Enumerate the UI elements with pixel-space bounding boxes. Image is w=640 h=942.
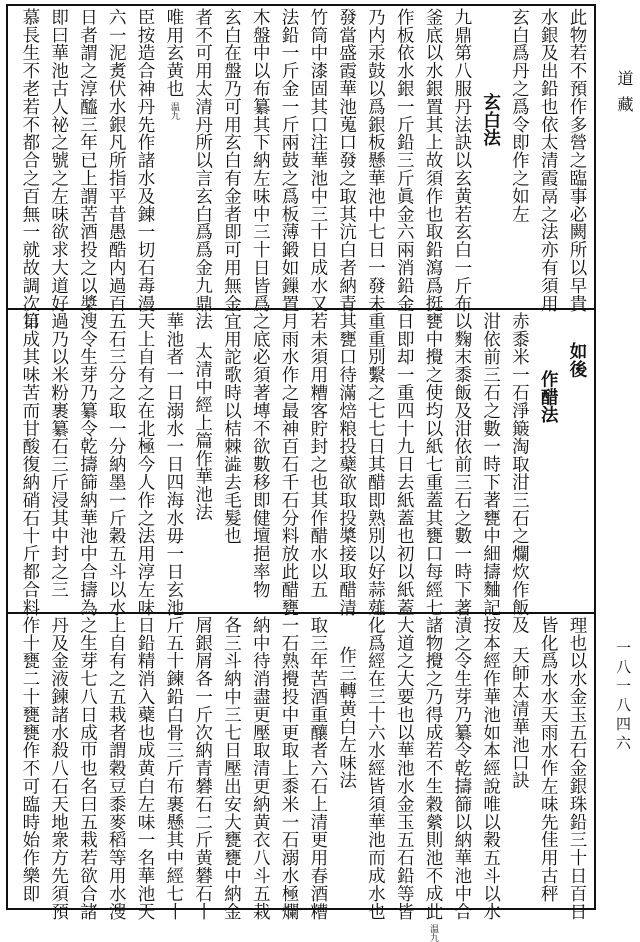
text-column [505, 616, 532, 908]
column-text: 乃内汞鼓以爲銀板懸華池中七日一發未 [365, 8, 386, 313]
column-text: 如後 [567, 342, 587, 378]
text-column [16, 312, 43, 617]
text-column [390, 8, 417, 313]
column-text: 日鉛精消入蘗也成黄白左味一名華池天 [135, 616, 156, 921]
text-column [361, 616, 388, 921]
column-text: 六一泥煑伏水銀凡所指平昔愚酷内過百 [106, 8, 127, 313]
text-column [333, 312, 360, 617]
column-text: 作三轉黄白左味法 [336, 646, 357, 790]
column-text: 若未須用糟客貯封之也其作醋水以五 [307, 312, 328, 599]
column-text: 納中待消盡更壓取清更納黄衣八斗五栽 [250, 616, 271, 921]
column-text: 斤五十鍊鉛白骨三斤布裹懸其中經七十 [163, 616, 184, 921]
text-column [477, 616, 504, 921]
text-column [304, 312, 331, 610]
text-column [131, 616, 158, 921]
column-text: 九鼎第八服丹法訣以玄黄若玄白一斤布 [451, 8, 472, 313]
column-text: 諸物攪之乃得成若不生穀縈則池不成此 [423, 616, 444, 921]
column-text: 慕長生不老若不都合之百無一就故調次第 [19, 8, 40, 331]
text-column [217, 8, 244, 313]
text-column [275, 312, 302, 617]
text-column [189, 8, 216, 331]
text-column [534, 616, 561, 908]
column-text: 木盤中以布纂其下納左味中三十日皆爲 [250, 8, 271, 313]
text-panel-bottom [14, 616, 590, 942]
column-text: 各三斗納中三七日壓出安大甕甕中納金 [221, 616, 242, 921]
text-column [102, 312, 129, 617]
column-text: 作板依水銀一斤鉛三斤眞金六兩消鉛金 [394, 8, 415, 313]
text-column [448, 312, 475, 617]
text-column [246, 616, 273, 921]
column-text: 大道之大要也以華池水金玉五石鉛等皆 [394, 616, 415, 921]
text-column [361, 312, 388, 617]
text-column [505, 8, 532, 306]
column-text: 華池者一日溺水一日四海水毋一日玄池 [163, 312, 184, 617]
text-column [160, 8, 187, 306]
text-column [16, 616, 43, 908]
text-column [275, 8, 302, 313]
column-text: 過乃以米粉裹纂石三斤浸其中封之三 [48, 312, 69, 599]
column-text: 玄白爲丹之爲令即作之如左 [509, 8, 530, 223]
text-column [102, 8, 129, 313]
text-column [45, 8, 72, 313]
text-column [73, 8, 100, 313]
column-text: 皆化爲水水天雨水作左味先佳用古秤 [538, 616, 559, 903]
column-text: 即曰華池古人祕之號之左味欲求大道好 [48, 8, 69, 313]
column-text: 法鉛一斤金一斤兩鼓之爲板薄鍛如鏁置 [279, 8, 300, 313]
text-column [563, 616, 590, 921]
text-column [217, 616, 244, 921]
column-text: 取三年苦酒重釀者六石上清更用春酒糟 [307, 616, 328, 921]
text-column [45, 312, 72, 610]
column-text: 泔依前三石之數一時下著甕中細擣麯記 [480, 312, 501, 617]
margin-collection-label: 道藏 [615, 70, 634, 122]
column-text: 溲令生芽乃纂令乾擣篩納華池中合擣為 [77, 312, 98, 617]
column-text: 以麴末黍飯及泔依前三石之數一時下著 [451, 312, 472, 617]
column-text: 月雨水作之最神百石千石分料放此醋甕 [279, 312, 300, 617]
column-text: 玄白法 [480, 93, 501, 147]
text-column [419, 616, 446, 942]
text-column [275, 616, 302, 921]
collation-note: 温九 [428, 924, 439, 942]
text-column [534, 312, 561, 610]
text-column [160, 616, 187, 921]
column-text: 理也以水金玉五石金銀珠鉛三十日百日 [567, 616, 587, 921]
text-column [419, 8, 446, 313]
text-column [16, 8, 43, 331]
column-text: 重重別繫之七七日其醋即熟別以好蒜薤 [365, 312, 386, 617]
text-column [390, 312, 417, 617]
text-column [304, 616, 331, 921]
text-column [448, 616, 475, 921]
text-column [419, 312, 446, 617]
column-text: 按本經作華池如本經說唯以穀五斗以水 [480, 616, 501, 921]
column-text: 化爲經在三十六水經皆須華池而成水也 [365, 616, 386, 921]
column-text: 其甕口待滿焙粮投蘗欲取投槳接取醋清 [336, 312, 357, 617]
column-text: 太清中經上篇作華池法 [192, 342, 213, 521]
column-text: 作十甕二十甕甕作不可臨時始作樂即 [19, 616, 40, 903]
column-text: 臣按造合神丹先作諸水及錬一切石毒漫 [135, 8, 156, 313]
column-text: 赤黍米一石淨簸淘取泔三石之爛炊作飯及 [509, 312, 530, 635]
text-column [246, 8, 273, 313]
text-column [534, 8, 561, 313]
text-column [333, 8, 360, 313]
text-column [45, 616, 72, 921]
text-column [73, 616, 100, 921]
column-text: 天上自有之在北極今人作之法用淳左味 [135, 312, 156, 617]
column-text: 者不可用太清丹所以言玄白爲爲金九鼎法 [192, 8, 213, 331]
text-panel-middle [14, 312, 590, 635]
column-text: 宜用詑歌時以桔棘澁去毛髮也 [221, 312, 242, 545]
text-column [448, 8, 475, 313]
text-column [477, 312, 504, 617]
column-text: 唯用玄黄也 [163, 8, 184, 98]
text-panel-top [14, 8, 590, 331]
column-text: 之底必須著塼不欲數移即健壇挹率物 [250, 312, 271, 599]
text-column [563, 8, 590, 313]
text-column [102, 616, 129, 921]
text-column [563, 312, 590, 610]
column-text: 竹筒中漆固其口注華池中三十日成水又 [307, 8, 328, 313]
column-text: 漬之令生芽乃纂令乾擣篩以納華池中合 [451, 616, 472, 921]
column-text: 水銀及出鉛也依太清霞鬲之法亦有須用 [538, 8, 559, 313]
text-column [477, 8, 504, 306]
text-column [189, 616, 216, 921]
text-column [73, 312, 100, 617]
column-text: 此物若不預作多營之臨事必闕所以早貴 [567, 8, 587, 313]
text-column [189, 312, 216, 610]
column-text: 發當盛霞華池蒐口發之取其沆白者納青 [336, 8, 357, 313]
column-text: 日即却一重四十九日去紙蓋也初以紙蓋 [394, 312, 415, 617]
column-text: 釜底以水銀置其上故須作也取鉛瀉爲挺 [423, 8, 444, 313]
column-text: 屑銀屑各一斤次納青礬石二斤黄礬石十 [192, 616, 213, 921]
text-column [361, 8, 388, 313]
text-column [246, 312, 273, 610]
text-column [217, 312, 244, 610]
text-column [131, 8, 158, 313]
column-text: 上自有之五栽者謂穀豆黍麥稻等用水溲 [106, 616, 127, 921]
column-text: 天師太清華池口訣 [509, 646, 530, 790]
collation-note: 温九 [168, 101, 179, 120]
column-text: 玄白在盤乃可用玄白有金者即可用無金 [221, 8, 242, 313]
column-text: 一石熟攪投中更取上黍米一石溺水極爛 [279, 616, 300, 921]
text-column [505, 312, 532, 635]
text-column [304, 8, 331, 313]
column-text: 五石三分之取一分納墨一斤穀五斗以水 [106, 312, 127, 617]
column-text: 之生芽七八日成帀也名曰五栽若欲合諸 [77, 616, 98, 921]
column-text: 作醋法 [538, 370, 559, 424]
text-column [131, 312, 158, 617]
column-text: 丹及金液鍊諸水殺八石天地衆方先須預 [48, 616, 69, 921]
text-column [160, 312, 187, 617]
text-column [390, 616, 417, 921]
column-text: 日成其味苦而甘酸復納硝石十斤都合料 [19, 312, 40, 617]
column-text: 甕中攪之使均以紙七重蓋其甕口每經七 [423, 312, 444, 617]
text-column [333, 616, 360, 908]
page-number: 一八一八四六 [614, 640, 632, 754]
column-text: 日者謂之淳醯三年已上謂苦酒投之以槳 [77, 8, 98, 313]
